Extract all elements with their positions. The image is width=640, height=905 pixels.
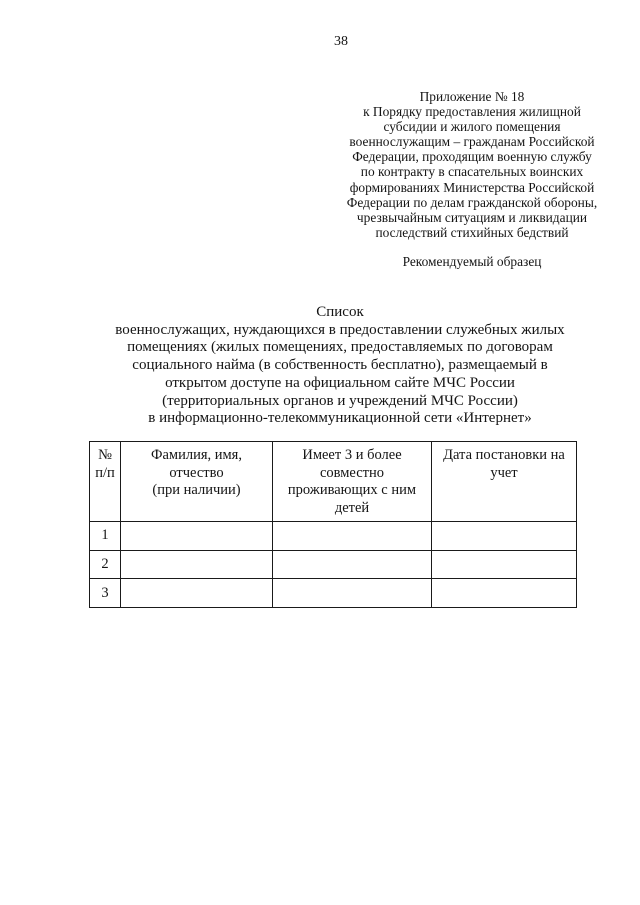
heading-line: социального найма (в собственность бесплатно), размещаемый в [132, 357, 548, 374]
header-cell-number: № п/п [90, 442, 121, 522]
sample-note: Рекомендуемый образец [402, 254, 542, 269]
row-number-cell: 2 [90, 550, 121, 579]
row-number-cell: 3 [90, 579, 121, 608]
appendix-line: по контракту в спасательных воинских [360, 164, 584, 180]
heading-line: открытом доступе на официальном сайте МЧС России [165, 374, 515, 391]
appendix-line: Федерации по делам гражданской обороны, [346, 194, 598, 210]
appendix-line: формированиях Министерства Российской [349, 179, 595, 195]
table-row [90, 522, 577, 551]
heading-line: в информационно-телекоммуникационной сети «Интернет» [148, 410, 532, 427]
appendix-line: субсидии и жилого помещения [383, 119, 561, 135]
document-heading [80, 304, 600, 428]
registration-date-cell [432, 550, 577, 579]
appendix-line: военнослужащим – гражданам Российской [349, 134, 595, 150]
header-cell-registration-date: Дата постановки на учет [432, 442, 577, 522]
heading-line: военнослужащих, нуждающихся в предоставлении служебных жилых [115, 321, 565, 338]
appendix-line: чрезвычайным ситуациям и ликвидации [356, 209, 588, 225]
table-row [90, 550, 577, 579]
table-row [90, 579, 577, 608]
registration-date-cell [432, 579, 577, 608]
children-cell [273, 522, 432, 551]
appendix-block [340, 89, 604, 240]
children-cell [273, 550, 432, 579]
full-name-cell [121, 522, 273, 551]
register-table [89, 441, 577, 608]
header-cell-full-name: Фамилия, имя, отчество (при наличии) [121, 442, 273, 522]
appendix-line: Федерации, проходящим военную службу [352, 149, 592, 165]
table-header-row [90, 442, 577, 522]
heading-line: помещениях (жилых помещениях, предоставляемых по договорам [127, 339, 553, 356]
heading-line: (территориальных органов и учреждений МЧС России) [162, 392, 518, 409]
children-cell [273, 579, 432, 608]
full-name-cell [121, 550, 273, 579]
registration-date-cell [432, 522, 577, 551]
appendix-line: последствий стихийных бедствий [375, 224, 569, 240]
header-cell-children: Имеет 3 и более совместно проживающих с ним детей [273, 442, 432, 522]
page-number: 38 [334, 34, 348, 49]
row-number-cell: 1 [90, 522, 121, 551]
heading-title: Список [316, 304, 364, 320]
full-name-cell [121, 579, 273, 608]
appendix-line: к Порядку предоставления жилищной [363, 104, 581, 120]
appendix-title: Приложение № 18 [419, 89, 525, 104]
